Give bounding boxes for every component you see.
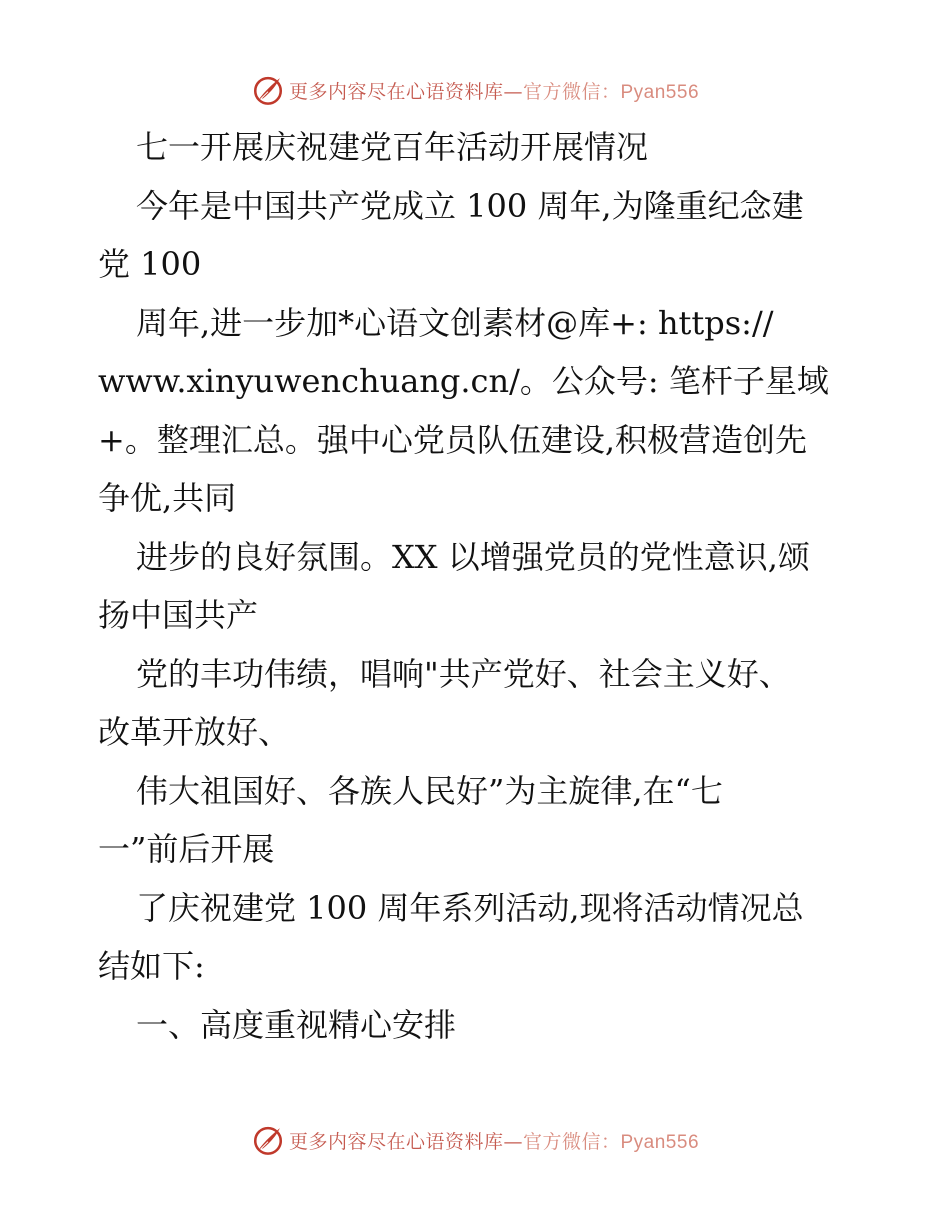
document-line: 进步的良好氛围。XX 以增强党员的党性意识,颂 bbox=[136, 537, 810, 576]
document-line: 结如下: bbox=[98, 947, 205, 985]
document-line: 今年是中国共产党成立 100 周年,为隆重纪念建 bbox=[136, 186, 804, 225]
red-quill-circle-icon bbox=[251, 73, 285, 107]
document-line: 党 100 bbox=[98, 245, 202, 283]
document-line: 了庆祝建党 100 周年系列活动,现将活动情况总 bbox=[136, 888, 804, 927]
header-watermark bbox=[0, 70, 950, 110]
document-line: 伟大祖国好、各族人民好”为主旋律,在“七 bbox=[136, 771, 723, 810]
watermark-wechat: 官方微信：Pyan556 bbox=[523, 81, 700, 103]
document-line: 党的丰功伟绩，唱响"共产党好、社会主义好、 bbox=[136, 654, 791, 693]
watermark-wechat: 官方微信：Pyan556 bbox=[523, 1131, 700, 1153]
red-quill-circle-icon bbox=[251, 1123, 285, 1157]
document-line: +。整理汇总。强中心党员队伍建设,积极营造创先 bbox=[98, 420, 807, 459]
document-line: 争优,共同 bbox=[98, 479, 237, 517]
document-line: www.xinyuwenchuang.cn/。公众号: 笔杆子星域 bbox=[98, 362, 829, 400]
document-line: 一”前后开展 bbox=[98, 830, 275, 868]
document-line: 一、高度重视精心安排 bbox=[136, 1005, 457, 1044]
document-body bbox=[98, 118, 868, 1054]
document-line: 扬中国共产 bbox=[98, 596, 259, 634]
document-line: 改革开放好、 bbox=[98, 713, 291, 751]
watermark-text: 更多内容尽在心语资料库—官方微信：Pyan556 bbox=[288, 80, 700, 103]
document-line: 周年,进一步加*心语文创素材@库+: https:// bbox=[136, 303, 774, 342]
watermark-text: 更多内容尽在心语资料库—官方微信：Pyan556 bbox=[288, 1130, 700, 1153]
document-line: 七一开展庆祝建党百年活动开展情况 bbox=[136, 128, 649, 166]
footer-watermark bbox=[0, 1120, 950, 1160]
